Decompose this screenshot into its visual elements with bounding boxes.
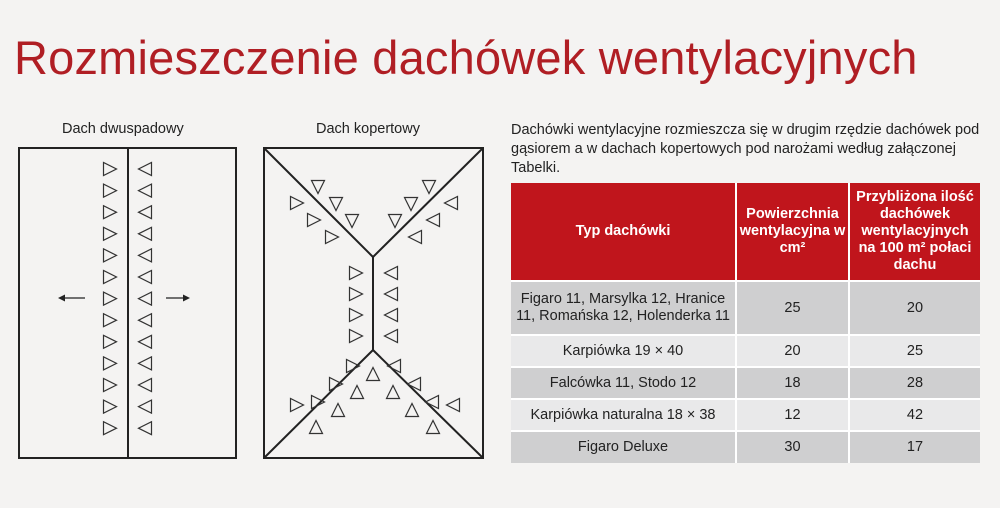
cell-tile-count: 42 [849,399,980,431]
vent-tile-triangle-icon [389,215,402,228]
cell-tile-count: 20 [849,281,980,335]
cell-tile-type: Karpiówka 19 × 40 [511,335,736,367]
vent-tile-triangle-icon [408,378,421,391]
cell-vent-area: 12 [736,399,849,431]
vent-tile-triangle-icon [350,309,363,322]
vent-tile-triangle-icon [291,399,304,412]
vent-tile-triangle-icon [330,378,343,391]
hip-roof-caption: Dach kopertowy [316,121,420,137]
vent-tile-triangle-icon [346,215,359,228]
vent-tile-triangle-icon [350,267,363,280]
hip-roof-diagram [0,0,500,470]
vent-tile-triangle-icon [310,421,323,434]
vent-tile-triangle-icon [385,267,398,280]
cell-tile-count: 28 [849,367,980,399]
vent-tile-markers [291,181,460,434]
vent-tile-triangle-icon [447,399,460,412]
cell-vent-area: 25 [736,281,849,335]
vent-tile-triangle-icon [385,330,398,343]
page-title: Rozmieszczenie dachówek wentylacyjnych [14,31,918,84]
cell-tile-type: Figaro Deluxe [511,431,736,463]
vent-tile-triangle-icon [350,288,363,301]
table-row [511,281,980,335]
vent-tile-triangle-icon [423,181,436,194]
table-row [511,399,980,431]
vent-tile-triangle-icon [291,197,304,210]
cell-tile-type: Figaro 11, Marsylka 12, Hranice 11, Romańska 12, Holenderka 11 [511,281,736,335]
intro-text: Dachówki wentylacyjne rozmieszcza się w drugim rzędzie dachówek pod gąsiorem a w dachach kopertowych pod narożami według załączonej Tabelki. [511,122,980,176]
vent-tile-triangle-icon [367,368,380,381]
vent-tile-triangle-icon [308,214,321,227]
header-tile-type: Typ dachówki [511,183,736,281]
vent-tile-triangle-icon [427,214,440,227]
vent-tile-triangle-icon [351,386,364,399]
vent-tile-triangle-icon [312,396,325,409]
cell-vent-area: 18 [736,367,849,399]
cell-tile-type: Karpiówka naturalna 18 × 38 [511,399,736,431]
table-row [511,335,980,367]
header-tiles-per-100m2: Przybliżona ilość dachówek wentylacyjnych na 100 m² połaci dachu [849,183,980,281]
vent-tile-triangle-icon [350,330,363,343]
cell-tile-count: 17 [849,431,980,463]
table-row [511,367,980,399]
vent-tile-triangle-icon [385,309,398,322]
cell-tile-count: 25 [849,335,980,367]
table-header-row [511,183,980,281]
vent-tile-triangle-icon [405,198,418,211]
vent-tile-triangle-icon [385,288,398,301]
vent-tile-triangle-icon [387,386,400,399]
ventilation-table [511,183,980,463]
hip-lines [264,148,483,458]
cell-tile-type: Falcówka 11, Stodo 12 [511,367,736,399]
vent-tile-triangle-icon [445,197,458,210]
vent-tile-triangle-icon [409,231,422,244]
vent-tile-triangle-icon [406,404,419,417]
vent-tile-triangle-icon [332,404,345,417]
cell-vent-area: 20 [736,335,849,367]
gable-roof-caption: Dach dwuspadowy [62,121,184,137]
cell-vent-area: 30 [736,431,849,463]
header-vent-area: Powierzchnia wentylacyjna w cm² [736,183,849,281]
vent-tile-triangle-icon [427,421,440,434]
table-row [511,431,980,463]
vent-tile-triangle-icon [312,181,325,194]
vent-tile-triangle-icon [330,198,343,211]
vent-tile-triangle-icon [326,231,339,244]
